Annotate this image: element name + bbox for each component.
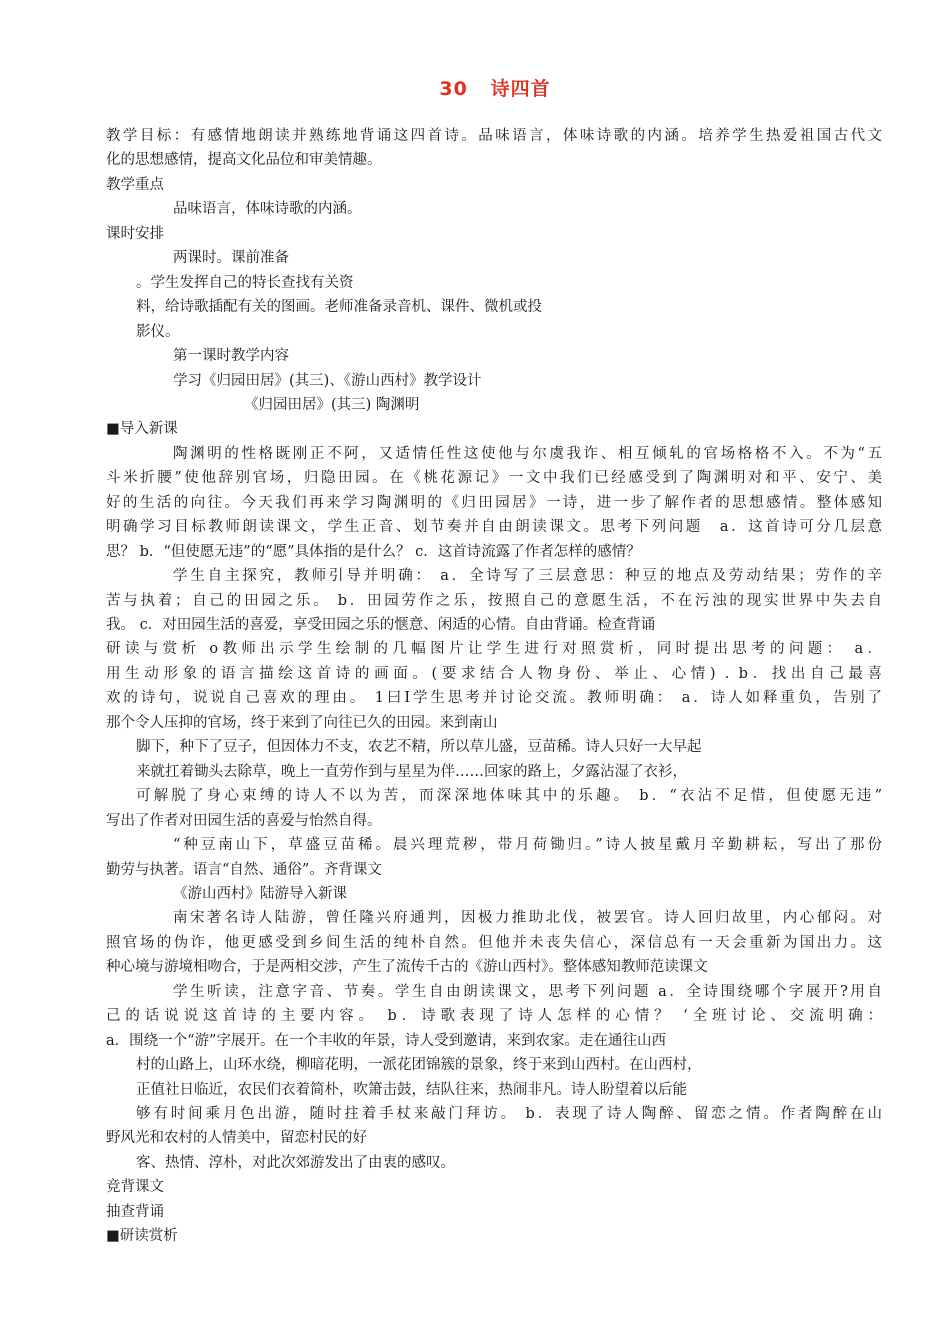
body-line: 学生自主探究，教师引导并明确： a．全诗写了三层意思：种豆的地点及劳动结果；劳作的辛 [173,568,882,584]
body-line: 来就扛着锄头去除草，晚上一直劳作到与星星为伴……回家的路上，夕露沾湿了衣衫， [136,764,687,780]
body-line: 。学生发挥自己的特长查找有关资 [136,275,354,291]
body-line: 明确学习目标教师朗读课文，学生正音、划节奏并自由朗读课文。思考下列问题 a．这首诗可分几层意 [106,519,882,535]
body-line: 《归园田居》(其三) 陶渊明 [244,397,420,413]
body-line: ■研读赏析 [106,1228,178,1244]
body-line: 南宋著名诗人陆游，曾任隆兴府通判，因极力推助北伐，被罢官。诗人回归故里，内心郁闷。对 [173,910,882,926]
body-line: 写出了作者对田园生活的喜爱与怡然自得。 [106,813,382,829]
body-line: 那个令人压抑的官场，终于来到了向往已久的田园。来到南山 [106,715,498,731]
body-line: a．围绕一个“游”字展开。在一个丰收的年景，诗人受到邀请，来到农家。走在通往山西 [106,1033,666,1049]
body-line: 学生听读，注意字音、节奏。学生自由朗读课文，思考下列问题 a．全诗围绕哪个字展开?用自 [173,984,882,1000]
body-line: 好的生活的向往。今天我们再来学习陶渊明的《归田园居》一诗，进一步了解作者的思想感情。整体感知 [106,495,882,511]
body-line: 抽查背诵 [106,1204,164,1220]
body-line: 第一课时教学内容 [173,348,289,364]
body-line: 够有时间乘月色出游，随时拄着手杖来敲门拜访。 b．表现了诗人陶醉、留恋之情。作者陶醉在山 [136,1106,882,1122]
body-line: 用生动形象的语言描绘这首诗的画面。(要求结合人物身份、举止、心情) . b．找出自己最喜 [106,666,882,682]
body-line: 苦与执着；自己的田园之乐。 b．田园劳作之乐，按照自己的意愿生活，不在污浊的现实世界中失去自 [106,593,882,609]
body-line: 我。 c．对田园生活的喜爱，享受田园之乐的惬意、闲适的心情。自由背诵。检查背诵 [106,617,656,633]
body-line: 影仪。 [136,324,180,340]
body-line: 种心境与游境相吻合，于是两相交涉，产生了流传千古的《游山西村》。整体感知教师范读课文 [106,959,708,975]
body-line: 两课时。课前准备 [173,250,289,266]
body-line: 脚下，种下了豆子，但因体力不支，农艺不精，所以草儿盛，豆苗稀。诗人只好一大早起 [136,739,702,755]
body-line: 研读与赏析 o教师出示学生绘制的几幅图片让学生进行对照赏析，同时提出思考的问题： a． [106,641,882,657]
body-line: “种豆南山下，草盛豆苗稀。晨兴理荒秽，带月荷锄归。”诗人披星戴月辛勤耕耘，写出了那份 [173,837,882,853]
body-line: 可解脱了身心束缚的诗人不以为苦，而深深地体味其中的乐趣。 b．“衣沾不足惜，但使愿无违” [136,788,882,804]
body-line: 教学目标：有感情地朗读并熟练地背诵这四首诗。品味语言，体味诗歌的内涵。培养学生热爱祖国古代文 [106,128,882,144]
body-line: 己的话说说这首诗的主要内容。 b．诗歌表现了诗人怎样的心情？ ‘全班讨论、交流明确： [106,1008,882,1024]
body-line: 照官场的伪诈，他更感受到乡间生活的纯朴自然。但他并未丧失信心，深信总有一天会重新为国出力。这 [106,935,882,951]
body-line: 欢的诗句，说说自己喜欢的理由。 1曰I学生思考并讨论交流。教师明确： a．诗人如释重负，告别了 [106,690,882,706]
body-line: 课时安排 [106,226,164,242]
body-line: 学习《归园田居》(其三)、《游山西村》教学设计 [173,373,482,389]
body-line: 野风光和农村的人情美中，留恋村民的好 [106,1130,367,1146]
document-title: 30 诗四首 [439,78,551,100]
body-line: 客、热情、淳朴，对此次郊游发出了由衷的感叹。 [136,1155,455,1171]
body-line: 勤劳与执著。语言“自然、通俗”。齐背课文 [106,862,382,878]
body-line: 化的思想感情，提高文化品位和审美情趣。 [106,152,382,168]
body-line: 《游山西村》陆游导入新课 [173,886,347,902]
body-line: 教学重点 [106,177,164,193]
body-line: 斗米折腰”使他辞别官场，归隐田园。在《桃花源记》一文中我们已经感受到了陶渊明对和平、安宁、美 [106,470,882,486]
body-line: 正值社日临近，农民们衣着简朴，吹箫击鼓，结队往来，热闹非凡。诗人盼望着以后能 [136,1082,687,1098]
body-line: ■导入新课 [106,421,178,437]
body-line: 竞背课文 [106,1179,164,1195]
body-line: 村的山路上，山环水绕，柳暗花明，一派花团锦簇的景象，终于来到山西村。在山西村， [136,1057,702,1073]
body-line: 料，给诗歌插配有关的图画。老师准备录音机、课件、微机或投 [136,299,542,315]
body-line: 品味语言，体味诗歌的内涵。 [173,201,362,217]
body-line: 陶渊明的性格既刚正不阿，又适情任性这使他与尔虞我诈、相互倾轧的官场格格不入。不为“五 [173,446,882,462]
body-line: 思？ b．“但使愿无违”的“愿”具体指的是什么？ c．这首诗流露了作者怎样的感情？ [106,544,641,560]
